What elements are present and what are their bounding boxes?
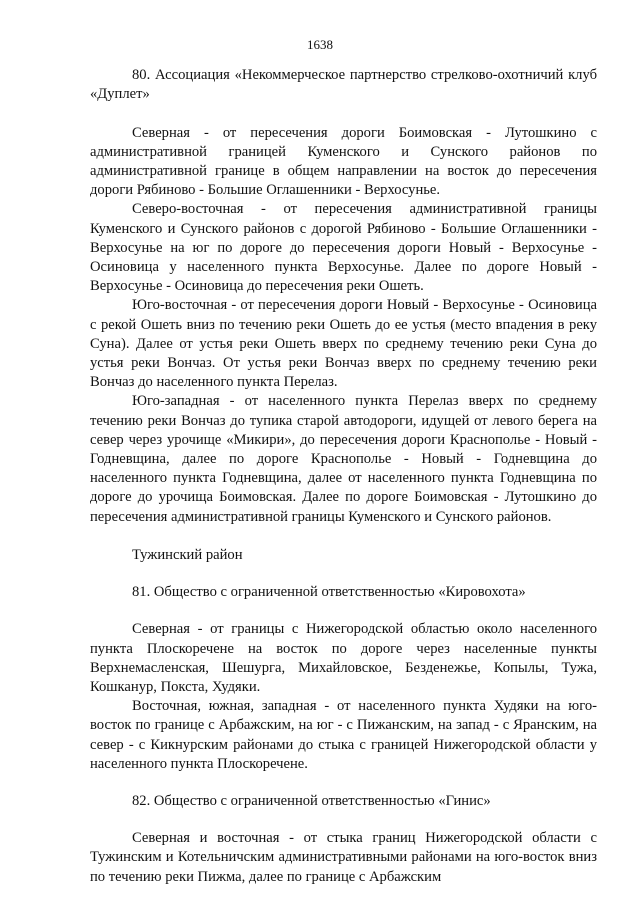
- section-80-paragraph-northeast: Северо-восточная - от пересечения административной границы Куменского и Сунского районов с дорогой Рябиново - Большие Оглашенники - Верхосунье на юг по дороге до пересечения дороги Новый - Верхосунье - Осиновица у населенного пункта Верхосунье. Далее по дороге Новый - Верхосунье - Осиновица до пересечения реки Ошеть.: [90, 201, 597, 295]
- section-82-heading: 82. Общество с ограниченной ответственностью «Гинис»: [132, 793, 491, 810]
- section-82-paragraph-north-east: Северная и восточная - от стыка границ Нижегородской области с Тужинским и Котельничским административными районами на юго-восток вниз по течению реки Пижма, далее по границе с Арбажским: [90, 830, 597, 885]
- page-number: 1638: [307, 37, 333, 52]
- section-80-paragraph-north: Северная - от пересечения дороги Боимовская - Лутошкино с административной границей Куменского и Сунского районов по административной границе в общем направлении на восток до пересечения дороги Рябиново - Большие Оглашенники - Верхосунье.: [90, 124, 597, 199]
- district-heading: Тужинский район: [132, 547, 243, 564]
- section-80-heading: 80. Ассоциация «Некоммерческое партнерство стрелково-охотничий клуб «Дуплет»: [90, 67, 597, 103]
- section-80-paragraph-southwest: Юго-западная - от населенного пункта Перелаз вверх по среднему течению реки Вончаз до тупика старой автодороги, идущей от левого берега на север через урочище «Микири», до пересечения дороги Краснополье - Новый - Годневщина, далее по дороге Краснополье - Новый - Годневщина до населенного пункта Годневщина, далее от населенного пункта Годневщина по дороге до урочища Боимовская. Далее по дороге Боимовская - Лутошкино до пересечения административной границы Куменского и Сунского районов.: [90, 393, 597, 525]
- section-81-paragraph-east-south-west: Восточная, южная, западная - от населенного пункта Худяки на юго-восток по границе с Арбажским, на юг - с Пижанским, на запад - с Яранским, на север - с Кикнурским районами до стыка с границей Нижегородской области у населенного пункта Плоскоречене.: [90, 698, 597, 772]
- section-81-heading: 81. Общество с ограниченной ответственностью «Кировохота»: [132, 584, 526, 601]
- section-81-paragraph-north: Северная - от границы с Нижегородской областью около населенного пункта Плоскоречене на восток по дороге через населенные пункты Верхнемасленская, Шешурга, Михайловское, Безденежье, Копылы, Тужа, Кошканур, Покста, Худяки.: [90, 621, 597, 696]
- document-body: [90, 66, 597, 887]
- section-80-paragraph-southeast: Юго-восточная - от пересечения дороги Новый - Верхосунье - Осиновица с рекой Ошеть вниз по течению реки Ошеть до ее устья (место впадения в реку Суна). Далее от устья реки Ошеть вверх по среднему течению реки Суна до устья реки Вончаз. От устья реки Вончаз вверх по среднему течению реки Вончаз до населенного пункта Перелаз.: [90, 297, 597, 391]
